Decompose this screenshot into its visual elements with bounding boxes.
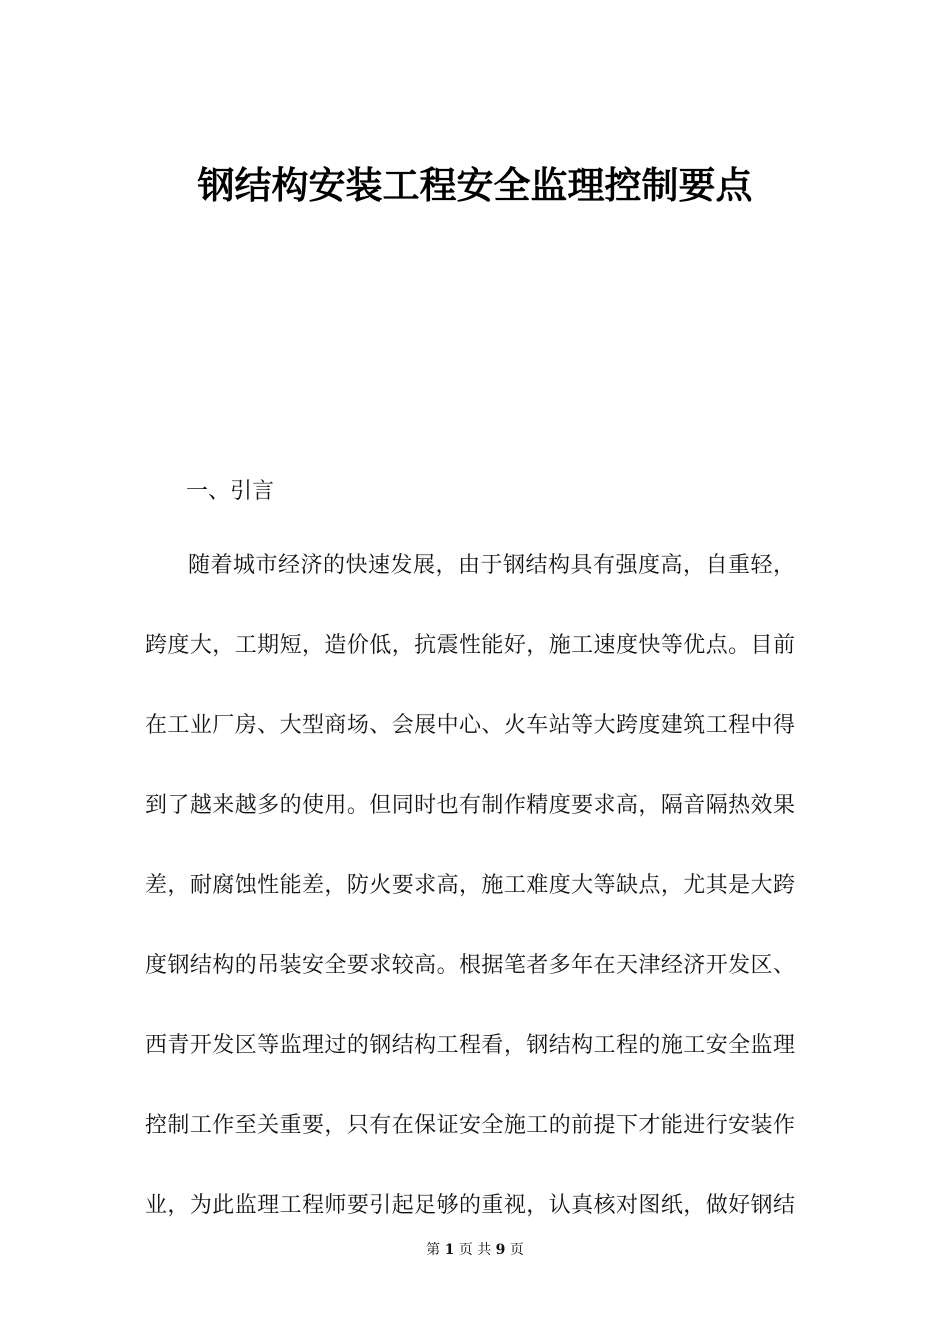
paragraph-line: 业，为此监理工程师要引起足够的重视，认真核对图纸，做好钢结 [145,1193,795,1218]
footer-middle: 页 共 [458,1242,492,1258]
document-title: 钢结构安装工程安全监理控制要点 [197,164,753,207]
section-heading: 一、引言 [186,479,275,504]
paragraph-line: 控制工作至关重要，只有在保证安全施工的前提下才能进行安装作 [145,1113,795,1138]
paragraph-line: 差，耐腐蚀性能差，防火要求高，施工难度大等缺点，尤其是大跨 [145,873,795,898]
paragraph-line: 到了越来越多的使用。但同时也有制作精度要求高，隔音隔热效果 [145,793,795,818]
footer-total-pages: 9 [495,1242,506,1258]
footer-current-page: 1 [444,1242,455,1258]
paragraph-line: 在工业厂房、大型商场、会展中心、火车站等大跨度建筑工程中得 [145,713,795,738]
paragraph-line: 西青开发区等监理过的钢结构工程看，钢结构工程的施工安全监理 [145,1033,795,1058]
paragraph-line: 度钢结构的吊装安全要求较高。根据笔者多年在天津经济开发区、 [145,953,795,978]
paragraph-line: 随着城市经济的快速发展，由于钢结构具有强度高，自重轻， [188,553,795,578]
paragraph-line: 跨度大，工期短，造价低，抗震性能好，施工速度快等优点。目前 [145,633,795,658]
footer-prefix: 第 [426,1242,441,1258]
body-paragraph [145,538,795,1258]
page-footer [0,1240,950,1260]
footer-suffix: 页 [509,1242,524,1258]
